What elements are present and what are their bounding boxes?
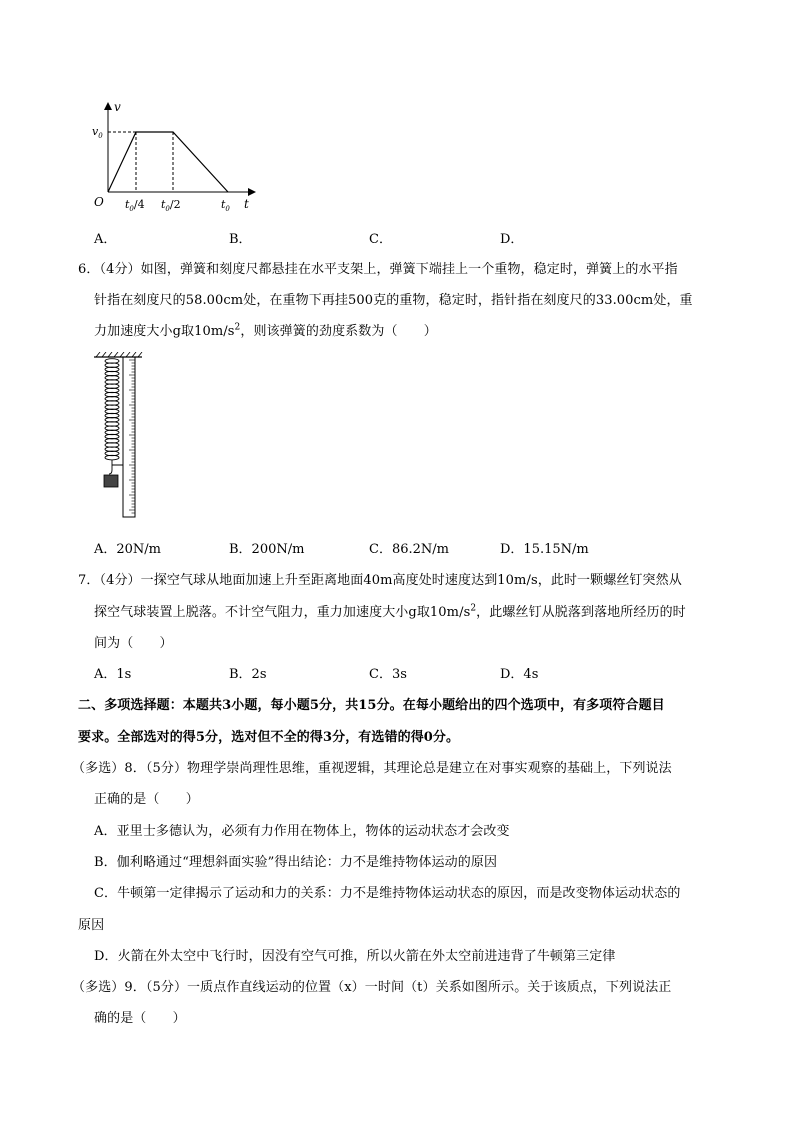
spring-ruler-figure	[92, 352, 144, 522]
q8-option-a: A．亚里士多德认为，必须有力作用在物体上，物体的运动状态才会改变	[94, 824, 510, 839]
q6-stem-line3: 力加速度大小g取$10m/s^2$，则该弹簧的劲度系数为（ ）	[94, 322, 437, 339]
q6-option-d: D．15.15N/m	[500, 542, 589, 557]
section2-heading-line2: 要求。全部选对的得5分，选对但不全的得3分，有选错的得0分。	[78, 730, 460, 745]
q7-option-b: B．2s	[229, 667, 267, 682]
q8-option-b: B．伽利略通过“理想斜面实验”得出结论：力不是维持物体运动的原因	[94, 855, 498, 870]
q6-option-b: B．200N/m	[229, 542, 305, 557]
v0-label: $v_0$	[92, 125, 103, 140]
q9-stem-line1: （多选）9．（5分）一质点作直线运动的位置（x）一时间（t）关系如图所示。关于该质点，下列说法正	[72, 980, 672, 995]
ruler-ticks	[129, 360, 135, 513]
q6-option-a: A．20N/m	[94, 542, 162, 557]
v-axis-label: v	[114, 100, 121, 114]
q6-option-c: C．86.2N/m	[369, 542, 449, 557]
q6-stem-line2: 针指在刻度尺的58.00cm处，在重物下再挂500克的重物，稳定时，指针指在刻度尺的33.00cm处，重	[94, 293, 693, 308]
support-bar	[94, 352, 142, 357]
velocity-time-graph	[88, 98, 263, 213]
q8-option-c-line1: C．牛顿第一定律揭示了运动和力的关系：力不是维持物体运动状态的原因，而是改变物体运动状态的	[94, 886, 681, 901]
t-axis-label: t	[244, 197, 249, 211]
q5-option-c: C．	[369, 232, 392, 247]
q8-option-d: D．火箭在外太空中飞行时，因没有空气可推，所以火箭在外太空前进违背了牛顿第三定律	[94, 949, 616, 964]
hook	[109, 460, 112, 474]
q9-stem-line2: 确的是（ ）	[94, 1011, 186, 1026]
t-quarter-label: $t_0/4$	[125, 198, 145, 213]
velocity-curve	[108, 132, 228, 192]
origin-label: O	[94, 195, 104, 209]
q8-stem-line2: 正确的是（ ）	[94, 792, 199, 807]
q5-option-d: D．	[500, 232, 524, 247]
q6-stem-line1: 6．（4分）如图，弹簧和刻度尺都悬挂在水平支架上，弹簧下端挂上一个重物，稳定时，弹簧上的水平指	[78, 262, 678, 277]
q7-stem-line3: 间为（ ）	[94, 636, 173, 651]
q8-stem-line1: （多选）8．（5分）物理学崇尚理性思维，重视逻辑，其理论总是建立在对事实观察的基础上，下列说法	[72, 761, 672, 776]
t-full-label: $t_0$	[221, 198, 230, 213]
q7-option-a: A．1s	[94, 667, 132, 682]
q5-option-a: A．	[94, 232, 117, 247]
q8-option-c-line2: 原因	[78, 918, 105, 933]
q7-stem-line2: 探空气球装置上脱落。不计空气阻力，重力加速度大小g取$10m/s^2$，此螺丝钉从脱落到落地所经历的时	[94, 603, 686, 620]
weight-block	[104, 475, 118, 487]
q7-stem-line1: 7．（4分）一探空气球从地面加速上升至距离地面40m高度处时速度达到10m/s，此时一颗螺丝钉突然从	[78, 573, 682, 588]
q5-option-b: B．	[229, 232, 252, 247]
section2-heading-line1: 二、多项选择题：本题共3小题，每小题5分，共15分。在每小题给出的四个选项中，有多项符合题目	[78, 698, 665, 713]
q7-option-d: D．4s	[500, 667, 539, 682]
q7-option-c: C．3s	[369, 667, 407, 682]
t-half-label: $t_0/2$	[161, 198, 181, 213]
spring-coils	[105, 359, 119, 460]
